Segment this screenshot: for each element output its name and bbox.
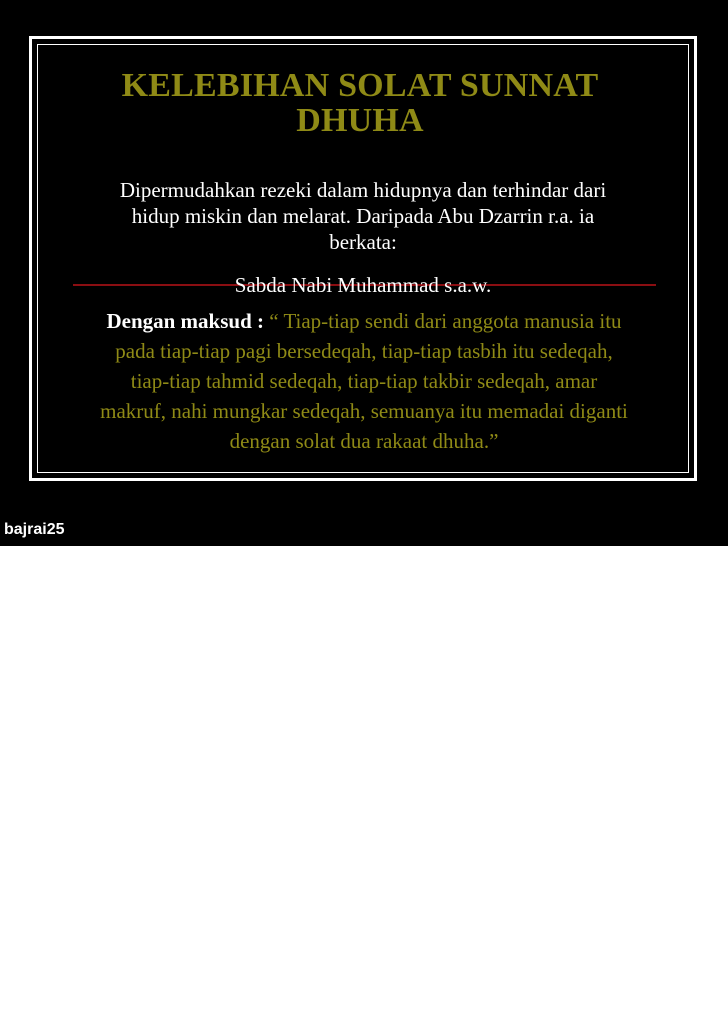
intro-line-3: berkata: — [329, 230, 397, 254]
intro-text — [60, 177, 666, 255]
meaning-line-3: tiap-tiap tahmid sedeqah, tiap-tiap takbir sedeqah, amar — [130, 369, 598, 393]
meaning-line-5: dengan solat dua rakaat dhuha.” — [229, 429, 499, 453]
meaning-line-4: makruf, nahi mungkar sedeqah, semuanya itu memadai diganti — [100, 399, 628, 423]
meaning-quote-start: “ Tiap-tiap sendi dari anggota manusia itu — [264, 309, 622, 333]
meaning-line-1 — [54, 306, 674, 336]
intro-line-2: hidup miskin dan melarat. Daripada Abu Dzarrin r.a. ia — [131, 204, 595, 228]
slide-title — [60, 68, 660, 138]
title-line-2: DHUHA — [296, 102, 424, 139]
author-watermark: bajrai25 — [4, 521, 65, 538]
title-line-1: KELEBIHAN SOLAT SUNNAT — [121, 67, 599, 104]
hadith-meaning — [54, 306, 674, 456]
sabda-line: Sabda Nabi Muhammad s.a.w. — [234, 273, 492, 297]
meaning-line-2: pada tiap-tiap pagi bersedeqah, tiap-tiap tasbih itu sedeqah, — [115, 339, 613, 363]
meaning-lead: Dengan maksud : — [106, 309, 264, 333]
intro-line-1: Dipermudahkan rezeki dalam hidupnya dan terhindar dari — [119, 178, 607, 202]
